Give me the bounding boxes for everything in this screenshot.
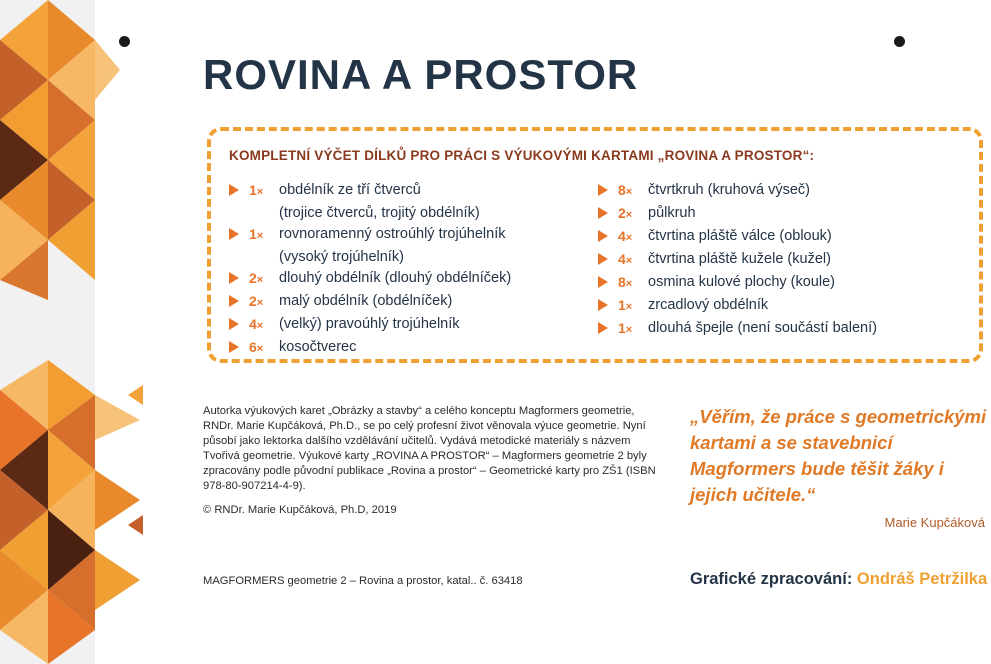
author-description: Autorka výukových karet „Obrázky a stavby“ a celého konceptu Magformers geometrie, RNDr. Marie Kupčáková, Ph.D., se po celý profesní život věnovala výuce geometrie. Nyní působí jako lektorka dalšího vzdělávání učitelů. Vydává metodické materiály s názvem Tvořivá geometrie. Výukové karty „ROVINA A PROSTOR“ – Magformers geometrie 2 byly zpracovány podle původní publikace „Rovina a prostor“ – Geometrické karty pro ZŠ1 (ISBN 978-80-907214-4-9). — [203, 405, 656, 492]
arrow-bullet-icon — [598, 299, 608, 311]
arrow-bullet-icon — [598, 253, 608, 265]
list-item — [229, 291, 559, 314]
item-quantity: 1× — [618, 297, 633, 313]
arrow-bullet-icon — [229, 184, 239, 196]
quote-author: Marie Kupčáková — [884, 515, 985, 530]
item-name: (vysoký trojúhelník) — [279, 249, 404, 265]
item-quantity: 4× — [618, 228, 633, 244]
item-name: dlouhá špejle (není součástí balení) — [648, 320, 877, 336]
parts-list-left — [229, 180, 559, 360]
list-item — [229, 224, 559, 247]
list-item — [229, 247, 559, 268]
list-item — [598, 226, 978, 249]
list-item — [598, 272, 978, 295]
triangle-pattern-decoration — [0, 0, 145, 664]
punch-hole-right — [894, 36, 905, 47]
item-name: dlouhý obdélník (dlouhý obdélníček) — [279, 270, 512, 286]
item-quantity: 6× — [249, 339, 264, 355]
arrow-bullet-icon — [229, 228, 239, 240]
item-quantity: 2× — [618, 205, 633, 221]
item-quantity: 8× — [618, 182, 633, 198]
item-name: čtvrtkruh (kruhová výseč) — [648, 182, 810, 198]
item-name: (trojice čtverců, trojitý obdélník) — [279, 205, 480, 221]
parts-list-heading: KOMPLETNÍ VÝČET DÍLKŮ PRO PRÁCI S VÝUKOVÝMI KARTAMI „ROVINA A PROSTOR“: — [229, 148, 815, 163]
credits-name: Ondráš Petržilka — [856, 570, 988, 588]
list-item — [598, 295, 978, 318]
list-item — [229, 337, 559, 360]
arrow-bullet-icon — [229, 318, 239, 330]
graphic-credits — [690, 570, 987, 589]
item-name: (velký) pravoúhlý trojúhelník — [279, 316, 460, 332]
catalog-info: MAGFORMERS geometrie 2 – Rovina a prostor, katal.. č. 63418 — [203, 575, 523, 587]
item-name: obdélník ze tří čtverců — [279, 182, 421, 198]
item-name: malý obdélník (obdélníček) — [279, 293, 453, 309]
item-quantity: 2× — [249, 270, 264, 286]
arrow-bullet-icon — [229, 295, 239, 307]
item-quantity: 1× — [249, 182, 264, 198]
list-item — [598, 249, 978, 272]
arrow-bullet-icon — [598, 230, 608, 242]
list-item — [229, 180, 559, 203]
list-item — [598, 203, 978, 226]
arrow-bullet-icon — [598, 276, 608, 288]
item-name: kosočtverec — [279, 339, 357, 355]
item-name: zrcadlový obdélník — [648, 297, 769, 313]
item-name: čtvrtina pláště válce (oblouk) — [648, 228, 832, 244]
list-item — [229, 268, 559, 291]
item-name: osmina kulové plochy (koule) — [648, 274, 835, 290]
item-quantity: 8× — [618, 274, 633, 290]
punch-hole-left — [119, 36, 130, 47]
credits-label: Grafické zpracování: — [690, 570, 857, 588]
item-name: čtvrtina pláště kužele (kužel) — [648, 251, 831, 267]
list-item — [598, 318, 978, 341]
list-item — [229, 203, 559, 224]
parts-list-right — [598, 180, 978, 341]
list-item — [598, 180, 978, 203]
item-quantity: 4× — [249, 316, 264, 332]
item-name: rovnoramenný ostroúhlý trojúhelník — [279, 226, 506, 242]
arrow-bullet-icon — [229, 272, 239, 284]
item-quantity: 2× — [249, 293, 264, 309]
copyright-notice: © RNDr. Marie Kupčáková, Ph.D, 2019 — [203, 504, 397, 516]
author-quote: „Věřím, že práce s geometrickými kartami a se stavebnicí Magformers bude těšit žáky i jejich učitele.“ — [690, 406, 987, 505]
arrow-bullet-icon — [229, 341, 239, 353]
page-title: ROVINA A PROSTOR — [203, 51, 639, 98]
item-quantity: 1× — [618, 320, 633, 336]
list-item — [229, 314, 559, 337]
item-name: půlkruh — [648, 205, 696, 221]
arrow-bullet-icon — [598, 184, 608, 196]
item-quantity: 1× — [249, 226, 264, 242]
arrow-bullet-icon — [598, 322, 608, 334]
item-quantity: 4× — [618, 251, 633, 267]
arrow-bullet-icon — [598, 207, 608, 219]
